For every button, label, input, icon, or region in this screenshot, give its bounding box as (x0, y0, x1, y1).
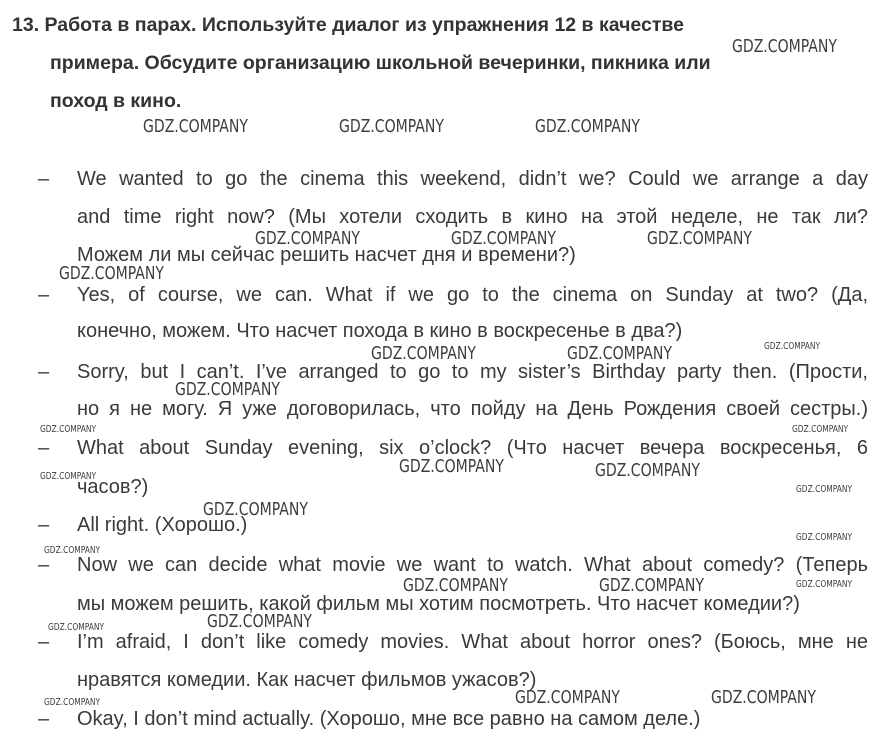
watermark: GDZ.COMPANY (255, 228, 360, 249)
watermark: GDZ.COMPANY (599, 575, 704, 596)
dialog-line: Sorry, but I can’t. I’ve arranged to go to my sister’s Birthday party then. (Прости, (77, 361, 868, 383)
dialog-dash: – (38, 437, 50, 459)
dialog-line: но я не могу. Я уже договорилась, что пойду на День Рождения своей сестры.) (77, 398, 868, 420)
watermark: GDZ.COMPANY (40, 424, 97, 435)
watermark: GDZ.COMPANY (796, 484, 853, 495)
dialog-dash: – (38, 168, 50, 190)
watermark: GDZ.COMPANY (732, 36, 837, 57)
dialog-line: Okay, I don’t mind actually. (Хорошо, мне все равно на самом деле.) (77, 708, 701, 730)
dialog-line: нравятся комедии. Как насчет фильмов ужасов?) (77, 669, 537, 691)
watermark: GDZ.COMPANY (175, 379, 280, 400)
watermark: GDZ.COMPANY (399, 456, 504, 477)
dialog-line: часов?) (77, 476, 149, 498)
dialog-line: We wanted to go the cinema this weekend, didn’t we? Could we arrange a day (77, 168, 868, 190)
watermark: GDZ.COMPANY (40, 471, 97, 482)
watermark: GDZ.COMPANY (764, 341, 821, 352)
watermark: GDZ.COMPANY (647, 228, 752, 249)
watermark: GDZ.COMPANY (796, 532, 853, 543)
watermark: GDZ.COMPANY (515, 687, 620, 708)
task-line-2: примера. Обсудите организацию школьной вечеринки, пикника или (50, 52, 711, 74)
dialog-line: конечно, можем. Что насчет похода в кино в воскресенье в два?) (77, 320, 683, 342)
task-line-1: 13. Работа в парах. Используйте диалог из упражнения 12 в качестве (12, 14, 684, 36)
dialog-dash: – (38, 361, 50, 383)
dialog-dash: – (38, 708, 50, 730)
dialog-line: All right. (Хорошо.) (77, 514, 248, 536)
watermark: GDZ.COMPANY (143, 116, 248, 137)
dialog-line: What about Sunday evening, six o’clock? (Что насчет вечера воскресенья, 6 (77, 437, 868, 459)
watermark: GDZ.COMPANY (451, 228, 556, 249)
watermark: GDZ.COMPANY (595, 460, 700, 481)
dialog-line: and time right now? (Мы хотели сходить в кино на этой неделе, не так ли? (77, 206, 868, 228)
watermark: GDZ.COMPANY (403, 575, 508, 596)
watermark: GDZ.COMPANY (44, 545, 101, 556)
dialog-line: Now we can decide what movie we want to watch. What about comedy? (Теперь (77, 554, 868, 576)
watermark: GDZ.COMPANY (203, 499, 308, 520)
watermark: GDZ.COMPANY (567, 343, 672, 364)
dialog-line: мы можем решить, какой фильм мы хотим посмотреть. Что насчет комедии?) (77, 593, 800, 615)
watermark: GDZ.COMPANY (796, 579, 853, 590)
watermark: GDZ.COMPANY (59, 263, 164, 284)
watermark: GDZ.COMPANY (792, 424, 849, 435)
watermark: GDZ.COMPANY (371, 343, 476, 364)
dialog-dash: – (38, 554, 50, 576)
dialog-dash: – (38, 284, 50, 306)
watermark: GDZ.COMPANY (48, 622, 105, 633)
dialog-line: Можем ли мы сейчас решить насчет дня и времени?) (77, 244, 576, 266)
watermark: GDZ.COMPANY (535, 116, 640, 137)
dialog-line: Yes, of course, we can. What if we go to the cinema on Sunday at two? (Да, (77, 284, 868, 306)
watermark: GDZ.COMPANY (44, 697, 101, 708)
dialog-dash: – (38, 631, 50, 653)
dialog-dash: – (38, 514, 50, 536)
dialog-line: I’m afraid, I don’t like comedy movies. What about horror ones? (Боюсь, мне не (77, 631, 868, 653)
watermark: GDZ.COMPANY (339, 116, 444, 137)
task-line-3: поход в кино. (50, 90, 182, 112)
watermark: GDZ.COMPANY (207, 611, 312, 632)
watermark: GDZ.COMPANY (711, 687, 816, 708)
